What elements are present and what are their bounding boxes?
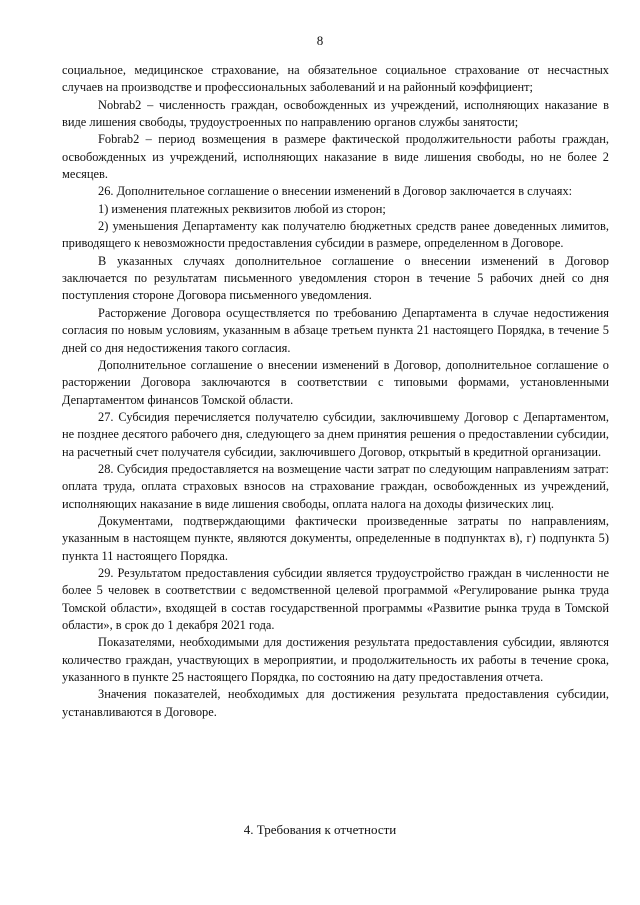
paragraph: Nobrab2 – численность граждан, освобожденных из учреждений, исполняющих наказание в виде лишения свободы, трудоустроенных по направлению органов службы занятости; [62, 97, 609, 130]
paragraph: социальное, медицинское страхование, на обязательное социальное страхование от несчастных случаев на производстве и профессиональных заболеваний и на районный коэффициент; [62, 63, 609, 95]
paragraph: 26. Дополнительное соглашение о внесении изменений в Договор заключается в случаях: [98, 184, 573, 199]
paragraph: 1) изменения платежных реквизитов любой из сторон; [98, 201, 386, 216]
paragraph: 29. Результатом предоставления субсидии является трудоустройство граждан в численности не более 5 человек в соответствии с ведомственной целевой программой «Регулирование рынка труда Томской области», входящей в состав государственной программы «Развитие рынка труда в Томской области», в срок до 1 декабря 2021 года. [62, 565, 609, 632]
paragraph: Документами, подтверждающими фактически произведенные затраты по направлениям, указанным в настоящем пункте, являются документы, определенные в подпунктах в), г) подпункта 5) пункта 11 настоящего Порядка. [62, 513, 609, 563]
paragraph: 28. Субсидия предоставляется на возмещение части затрат по следующим направлениям затрат: оплата труда, оплата страховых взносов на страхование граждан, освобожденных из учреждений, исполняющих наказание в виде лишения свободы, оплата налога на доходы физических лиц. [62, 461, 609, 511]
paragraph: Расторжение Договора осуществляется по требованию Департамента в случае недостижения согласия по новым условиям, указанным в абзаце третьем пункта 21 настоящего Порядка, в течение 5 дней со дня недостижения такого согласия. [62, 305, 609, 355]
paragraph: Fobrab2 – период возмещения в размере фактической продолжительности работы граждан, освобожденных из учреждений, исполняющих наказание в виде лишения свободы, но не более 2 месяцев. [62, 132, 609, 182]
paragraph: 27. Субсидия перечисляется получателю субсидии, заключившему Договор с Департаментом, не позднее десятого рабочего дня, следующего за днем принятия решения о предоставлении субсидии, на расчетный счет получателя субсидии, заключившего Договор, открытый в кредитной организации. [62, 409, 609, 459]
paragraph: Значения показателей, необходимых для достижения результата предоставления субсидии, устанавливаются в Договоре. [62, 687, 609, 719]
section-heading: 4. Требования к отчетности [243, 822, 397, 837]
paragraph: Показателями, необходимыми для достижения результата предоставления субсидии, являются количество граждан, участвующих в мероприятии, и продолжительность их работы в течение срока, указанного в пункте 25 настоящего Порядка, по состоянию на дату предоставления отчета. [62, 635, 609, 685]
paragraph: Дополнительное соглашение о внесении изменений в Договор, дополнительное соглашение о расторжении Договора заключаются в соответствии с типовыми формами, установленными Департаментом финансов Томской области. [62, 357, 609, 407]
paragraph: 2) уменьшения Департаменту как получателю бюджетных средств ранее доведенных лимитов, приводящего к невозможности предоставления субсидии в размере, определенном в Договоре. [62, 219, 609, 251]
page-number: 8 [316, 33, 324, 48]
document-body [62, 62, 609, 721]
paragraph: В указанных случаях дополнительное соглашение о внесении изменений в Договор заключается по результатам письменного уведомления сторон в течение 5 рабочих дней со дня поступления стороне Договора письменного уведомления. [62, 253, 609, 303]
